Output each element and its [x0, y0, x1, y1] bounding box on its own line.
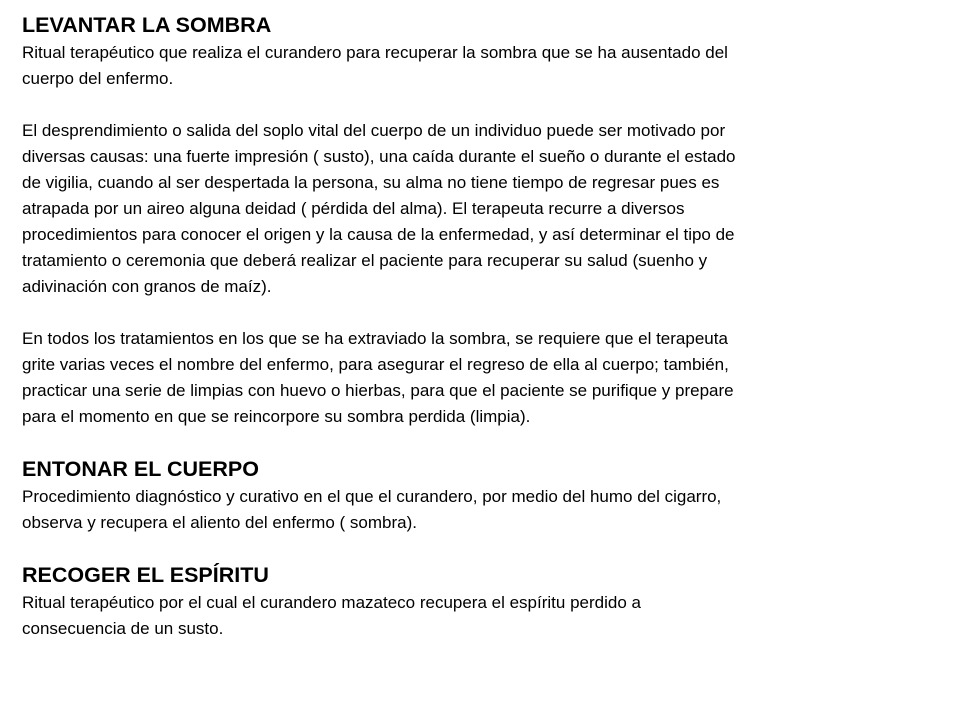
text-line: cuerpo del enfermo.	[22, 69, 174, 88]
text-line: para el momento en que se reincorpore su sombra perdida (limpia).	[22, 407, 531, 426]
text-line: En todos los tratamientos en los que se ha extraviado la sombra, se requiere que el terapeuta	[22, 329, 728, 348]
text-line: procedimientos para conocer el origen y la causa de la enfermedad, y así determinar el tipo de	[22, 225, 735, 244]
paragraph	[22, 118, 952, 300]
text-line: tratamiento o ceremonia que deberá realizar el paciente para recuperar su salud (suenho y	[22, 251, 708, 270]
text-line: adivinación con granos de maíz).	[22, 277, 272, 296]
document-page	[22, 10, 952, 642]
text-line: Ritual terapéutico por el cual el curandero mazateco recupera el espíritu perdido a	[22, 593, 641, 612]
text-line: practicar una serie de limpias con huevo o hierbas, para que el paciente se purifique y prepare	[22, 381, 734, 400]
text-line: atrapada por un aireo alguna deidad ( pérdida del alma). El terapeuta recurre a diversos	[22, 199, 685, 218]
section-entonar-el-cuerpo	[22, 454, 952, 536]
paragraph	[22, 590, 952, 642]
section-heading: RECOGER EL ESPÍRITU	[22, 563, 269, 587]
section-heading: LEVANTAR LA SOMBRA	[22, 13, 272, 37]
text-line: diversas causas: una fuerte impresión ( susto), una caída durante el sueño o durante el estado	[22, 147, 736, 166]
text-line: grite varias veces el nombre del enfermo, para asegurar el regreso de ella al cuerpo; también,	[22, 355, 729, 374]
section-levantar-la-sombra	[22, 10, 952, 430]
text-line: consecuencia de un susto.	[22, 619, 224, 638]
text-line: Procedimiento diagnóstico y curativo en el que el curandero, por medio del humo del cigarro,	[22, 487, 722, 506]
paragraph	[22, 40, 952, 92]
text-line: El desprendimiento o salida del soplo vital del cuerpo de un individuo puede ser motivado por	[22, 121, 726, 140]
paragraph	[22, 326, 952, 430]
section-recoger-el-espiritu	[22, 560, 952, 642]
text-line: Ritual terapéutico que realiza el curandero para recuperar la sombra que se ha ausentado del	[22, 43, 728, 62]
text-line: observa y recupera el aliento del enfermo ( sombra).	[22, 513, 417, 532]
section-heading: ENTONAR EL CUERPO	[22, 457, 259, 481]
paragraph	[22, 484, 952, 536]
text-line: de vigilia, cuando al ser despertada la persona, su alma no tiene tiempo de regresar pues es	[22, 173, 720, 192]
